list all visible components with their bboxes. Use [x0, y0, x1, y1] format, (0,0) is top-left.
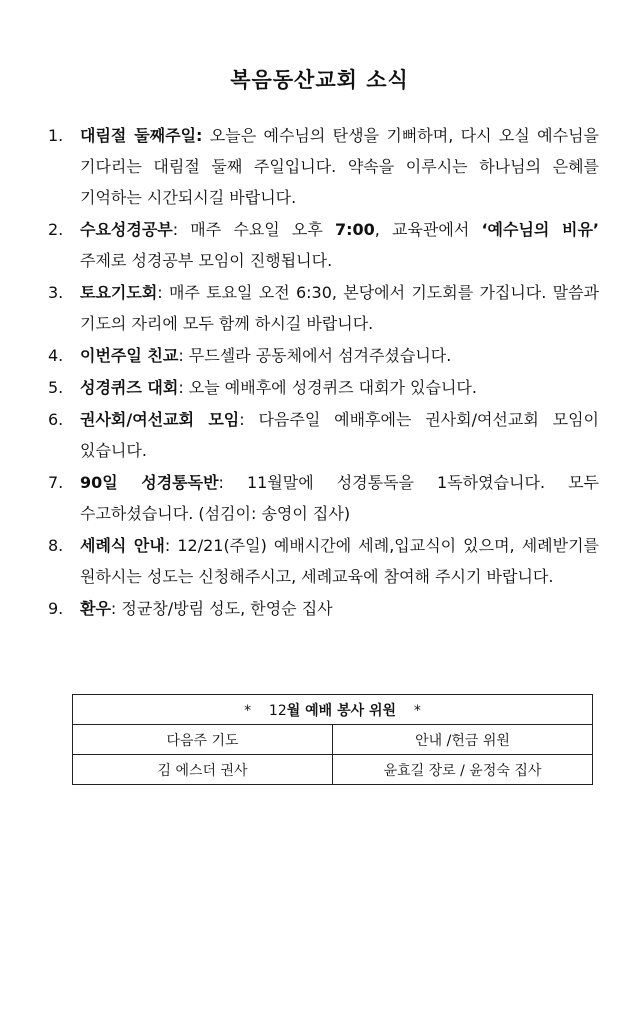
duty-col1-value: 김 에스더 권사 — [73, 755, 333, 785]
duty-header-suffix: * — [396, 702, 421, 719]
item-heading: 토요기도회 — [80, 283, 158, 302]
news-item-6 — [0, 404, 639, 466]
item-body: : 매주 토요일 오전 6:30, 본당에서 기도회를 가집니다. 말씀과 기도의 자리에 모두 함께 하시길 바랍니다. — [80, 283, 599, 333]
item-heading: 대림절 둘째주일: — [80, 126, 203, 145]
item-number: 9. — [48, 599, 64, 618]
page-title: 복음동산교회 소식 — [230, 68, 409, 92]
item-number: 4. — [48, 346, 64, 365]
item-heading: 세례식 안내 — [80, 536, 165, 555]
item-quote: ‘예수님의 비유’ — [481, 220, 599, 239]
item-heading: 이번주일 친교 — [80, 346, 179, 365]
item-heading: 수요성경공부 — [80, 220, 173, 239]
duty-col2-value: 윤효길 장로 / 윤정숙 집사 — [333, 755, 593, 785]
news-item-4 — [0, 340, 639, 371]
duty-col1-label: 다음주 기도 — [73, 725, 333, 755]
item-heading: 환우 — [80, 599, 111, 618]
news-item-1 — [0, 120, 639, 213]
item-body: 주제로 성경공부 모임이 진행됩니다. — [80, 251, 333, 270]
duty-header-prefix: * 12 — [244, 702, 287, 719]
duty-header-title: 월 예배 봉사 위원 — [286, 702, 397, 719]
duty-table-value-row — [73, 755, 593, 785]
item-number: 7. — [48, 473, 64, 492]
duty-col2-label: 안내 /헌금 위원 — [333, 725, 593, 755]
item-body: : 다음주일 예배후에는 권사회/여선교회 모임이 있습니다. — [80, 410, 599, 460]
news-list — [0, 120, 639, 625]
item-number: 6. — [48, 410, 64, 429]
item-body: : 정균창/방림 성도, 한영순 집사 — [110, 599, 333, 618]
news-item-5 — [0, 372, 639, 403]
news-item-3 — [0, 277, 639, 339]
item-number: 1. — [48, 126, 64, 145]
item-body: : 매주 수요일 오후 — [172, 220, 335, 239]
item-body: : 오늘 예배후에 성경퀴즈 대회가 있습니다. — [178, 378, 477, 397]
item-heading: 90일 성경통독반 — [80, 473, 219, 492]
duty-table-header-row — [73, 695, 593, 725]
item-body: : 12/21(주일) 예배시간에 세례,입교식이 있으며, 세례받기를 원하시는 성도는 신청해주시고, 세례교육에 참여해 주시기 바랍니다. — [80, 536, 599, 586]
news-item-7 — [0, 467, 639, 529]
item-body: : 11월말에 성경통독을 1독하였습니다. 모두 수고하셨습니다. (섬김이: 송영이 집사) — [80, 473, 599, 523]
duty-table-label-row — [73, 725, 593, 755]
news-item-9 — [0, 593, 639, 624]
news-item-8 — [0, 530, 639, 592]
item-number: 5. — [48, 378, 64, 397]
item-number: 2. — [48, 220, 64, 239]
news-item-2 — [0, 214, 639, 276]
item-body: , 교육관에서 — [374, 220, 482, 239]
duty-table — [72, 694, 593, 785]
item-time: 7:00 — [334, 220, 375, 239]
item-number: 8. — [48, 536, 64, 555]
item-heading: 성경퀴즈 대회 — [80, 378, 179, 397]
item-body: : 무드셀라 공동체에서 섬겨주셨습니다. — [178, 346, 452, 365]
item-number: 3. — [48, 283, 64, 302]
duty-table-header — [73, 695, 593, 725]
item-heading: 권사회/여선교회 모임 — [80, 410, 240, 429]
item-body: 오늘은 예수님의 탄생을 기뻐하며, 다시 오실 예수님을 기다리는 대림절 둘째 주일입니다. 약속을 이루시는 하나님의 은혜를 기억하는 시간되시길 바랍니다. — [80, 126, 599, 207]
